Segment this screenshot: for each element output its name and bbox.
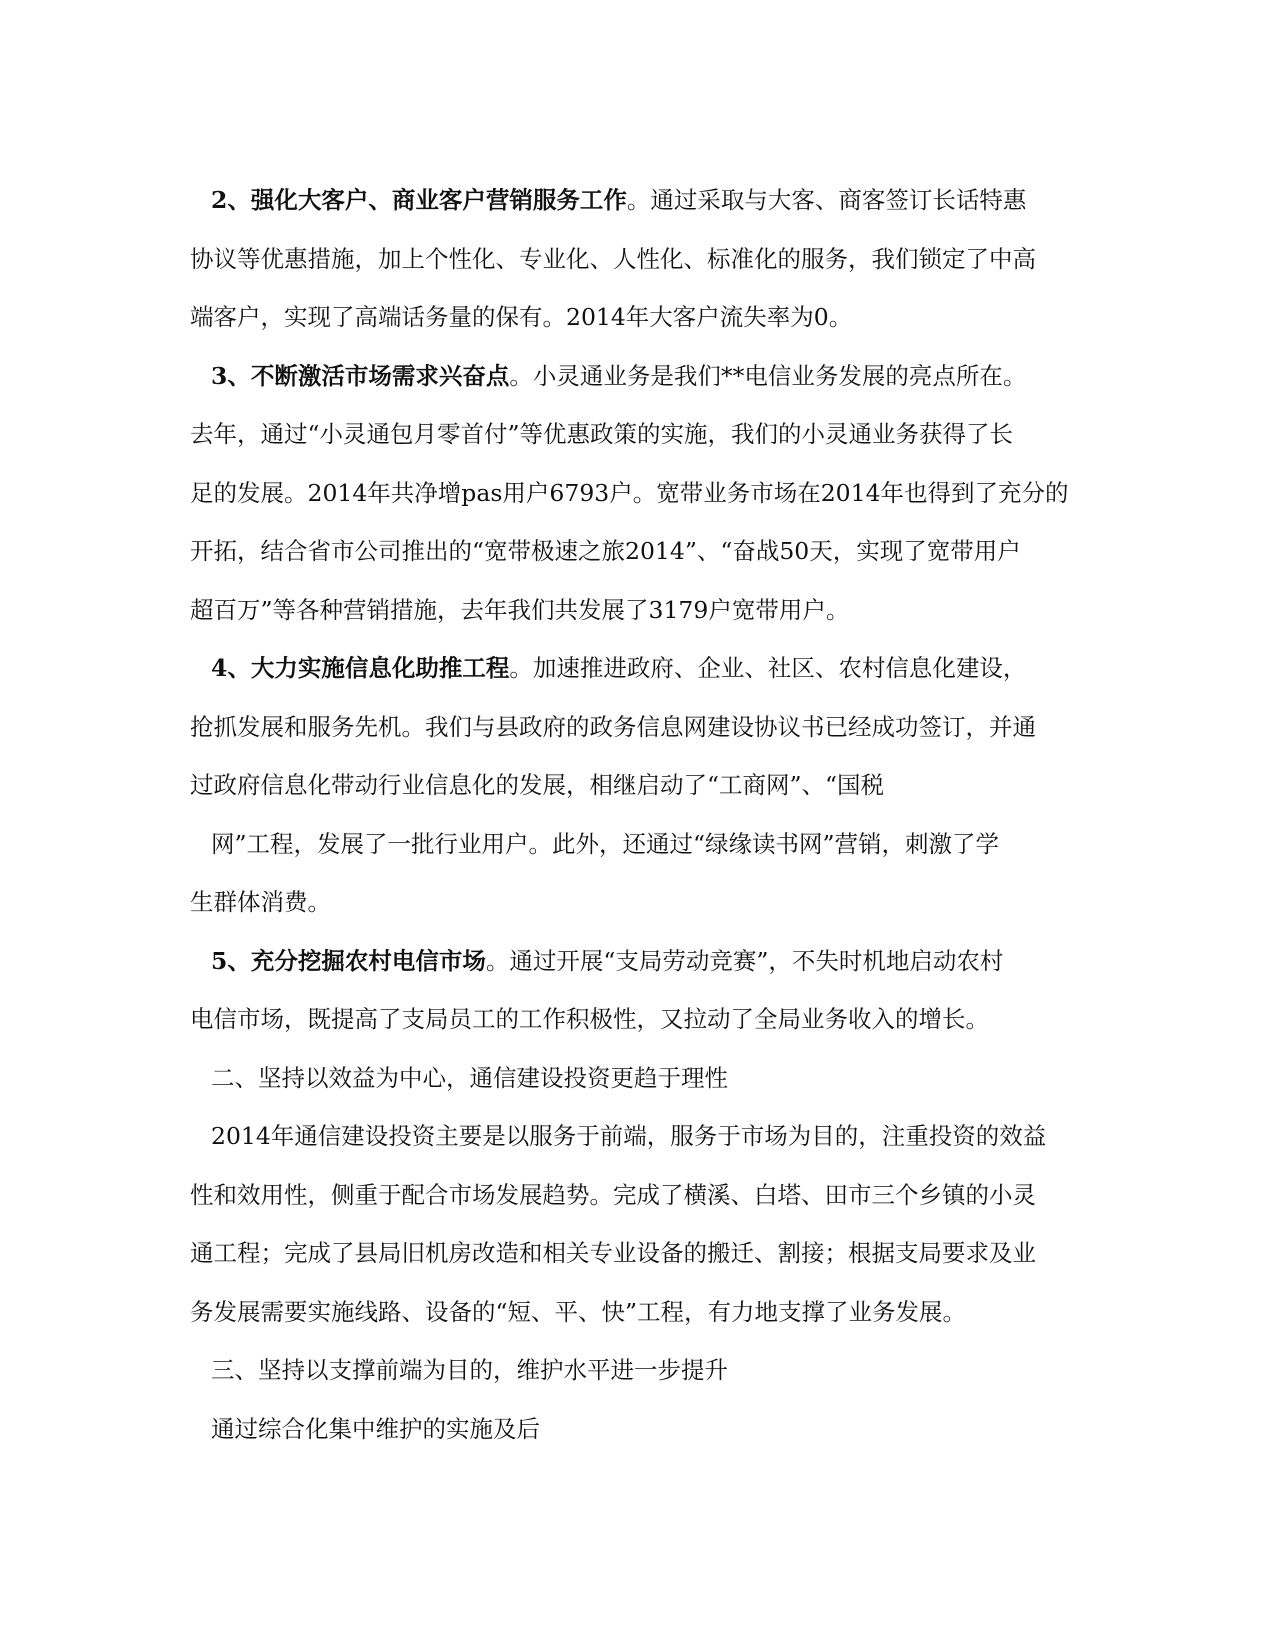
- section-3: [190, 1341, 1100, 1458]
- paragraph-line: 抢抓发展和服务先机。我们与县政府的政务信息网建设协议书已经成功签订，并通: [190, 712, 1036, 741]
- paragraph-line: [190, 171, 1100, 230]
- paragraph-heading: 3、不断激活市场需求兴奋点: [211, 361, 510, 390]
- section-title: 三、坚持以支撑前端为目的，维护水平进一步提升: [211, 1356, 728, 1384]
- paragraph-heading: 4、大力实施信息化助推工程: [211, 654, 510, 682]
- paragraph-line: 性和效用性，侧重于配合市场发展趋势。完成了横溪、白塔、田市三个乡镇的小灵: [190, 1180, 1036, 1209]
- paragraph-line: 过政府信息化带动行业信息化的发展，相继启动了“工商网”、“国税: [190, 771, 885, 799]
- paragraph-line: [190, 639, 1100, 698]
- paragraph-line: 2014年通信建设投资主要是以服务于前端，服务于市场为目的，注重投资的效益: [211, 1122, 1047, 1150]
- paragraph-text: 。通过采取与大客、商客签订长话特惠: [626, 186, 1027, 214]
- paragraph-line: 通过综合化集中维护的实施及后: [211, 1414, 540, 1443]
- paragraph-5: [190, 932, 1100, 1049]
- paragraph-line: 电信市场，既提高了支局员工的工作积极性，又拉动了全局业务收入的增长。: [190, 1005, 989, 1033]
- section-2: [190, 1049, 1100, 1342]
- paragraph-heading: 5、充分挖掘农村电信市场: [211, 946, 486, 975]
- paragraph-line: 网”工程，发展了一批行业用户。此外，还通过“绿缘读书网”营销，刺激了学: [211, 829, 1000, 858]
- paragraph-line: 去年，通过“小灵通包月零首付”等优惠政策的实施，我们的小灵通业务获得了长: [190, 420, 1014, 448]
- paragraph-4: [190, 639, 1100, 932]
- document-body: [190, 171, 1100, 1458]
- paragraph-heading: 2、强化大客户、商业客户营销服务工作: [211, 186, 627, 214]
- paragraph-line: 生群体消费。: [190, 888, 331, 916]
- paragraph-text: 。加速推进政府、企业、社区、农村信息化建设，: [509, 654, 1027, 682]
- paragraph-line: 端客户，实现了高端话务量的保有。2014年大客户流失率为0。: [190, 303, 853, 331]
- paragraph-line: 足的发展。2014年共净增pas用户6793户。宽带业务市场在2014年也得到了充分的: [190, 478, 1069, 507]
- paragraph-2: [190, 171, 1100, 347]
- paragraph-line: 通工程；完成了县局旧机房改造和相关专业设备的搬迁、割接；根据支局要求及业: [190, 1239, 1036, 1267]
- paragraph-line: 超百万”等各种营销措施，去年我们共发展了3179户宽带用户。: [190, 595, 850, 624]
- paragraph-line: [190, 932, 1100, 991]
- paragraph-line: [190, 347, 1100, 406]
- paragraph-line: 协议等优惠措施，加上个性化、专业化、人性化、标准化的服务，我们锁定了中高: [190, 244, 1036, 273]
- paragraph-text: 。通过开展“支局劳动竞赛”，不失时机地启动农村: [485, 946, 1004, 975]
- section-title: 二、坚持以效益为中心，通信建设投资更趋于理性: [211, 1063, 728, 1092]
- paragraph-text: 。小灵通业务是我们**电信业务发展的亮点所在。: [509, 361, 1027, 390]
- paragraph-line: 开拓，结合省市公司推出的“宽带极速之旅2014”、“奋战50天，实现了宽带用户: [190, 537, 1021, 565]
- paragraph-3: [190, 347, 1100, 640]
- paragraph-line: 务发展需要实施线路、设备的“短、平、快”工程，有力地支撑了业务发展。: [190, 1297, 967, 1326]
